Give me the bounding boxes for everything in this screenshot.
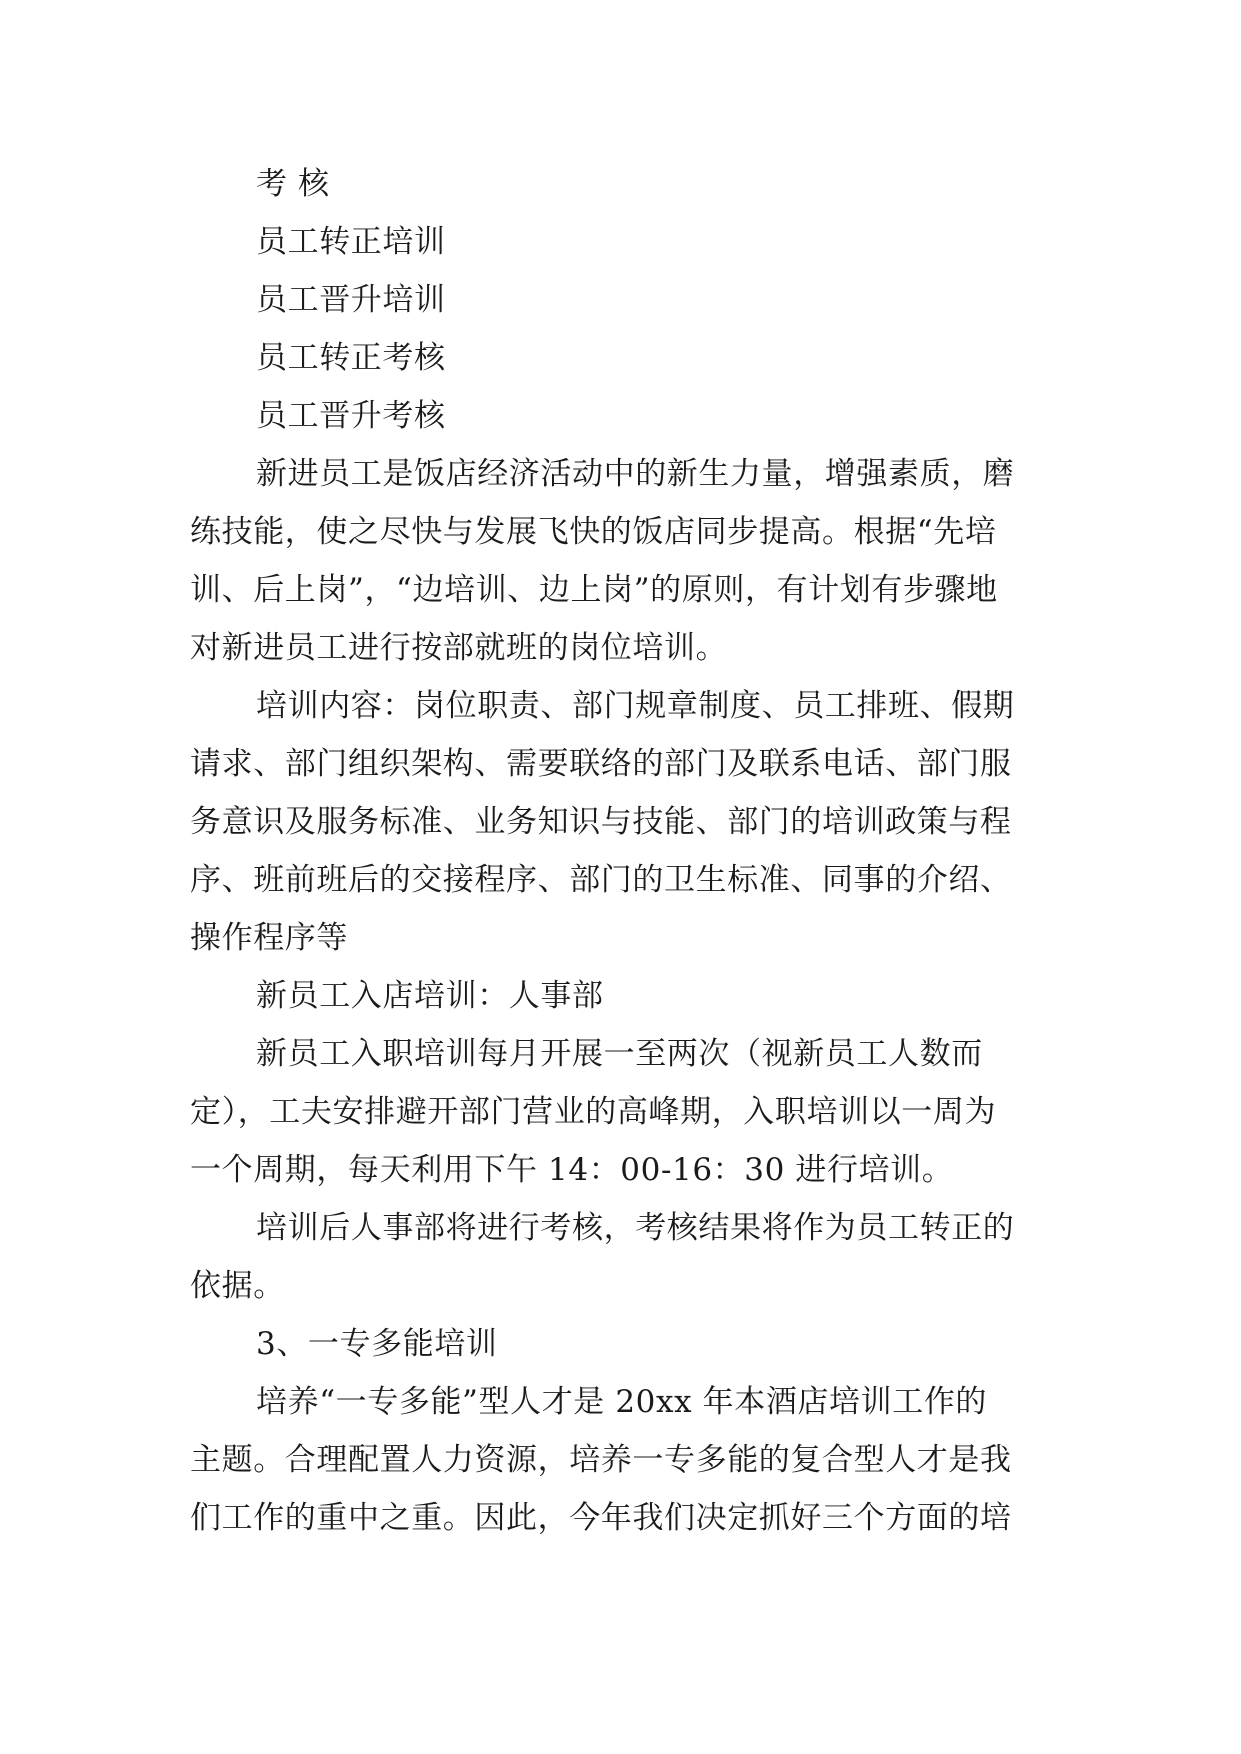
heading-promotion-training: 员工晋升培训 xyxy=(256,282,446,318)
paragraph-line: 一个周期，每天利用下午 14：00-16：30 进行培训。 xyxy=(190,1152,954,1188)
paragraph-line: 训、后上岗”，“边培训、边上岗”的原则，有计划有步骤地 xyxy=(190,572,998,608)
paragraph-line: 新进员工是饭店经济活动中的新生力量，增强素质，磨 xyxy=(256,456,1015,492)
paragraph-line: 培养“一专多能”型人才是 20xx 年本酒店培训工作的 xyxy=(256,1384,988,1420)
paragraph-line: 们工作的重中之重。因此，今年我们决定抓好三个方面的培 xyxy=(190,1500,1012,1536)
paragraph-post-training-assessment xyxy=(190,1199,1060,1315)
paragraph-line: 操作程序等 xyxy=(190,920,348,956)
paragraph-multi-skill xyxy=(190,1373,1060,1547)
paragraph-line: 请求、部门组织架构、需要联络的部门及联系电话、部门服 xyxy=(190,746,1012,782)
paragraph-onboarding-schedule xyxy=(190,1025,1060,1199)
paragraph-line: 新员工入店培训：人事部 xyxy=(256,978,604,1014)
paragraph-line: 主题。合理配置人力资源，培养一专多能的复合型人才是我 xyxy=(190,1442,1012,1478)
heading-assessment: 考 核 xyxy=(256,166,330,202)
paragraph-line: 务意识及服务标准、业务知识与技能、部门的培训政策与程 xyxy=(190,804,1012,840)
paragraph-onboarding-department xyxy=(190,967,1060,1025)
paragraph-line: 新员工入职培训每月开展一至两次（视新员工人数而 xyxy=(256,1036,983,1072)
document-body xyxy=(190,155,1060,1547)
paragraph-new-employees xyxy=(190,445,1060,677)
paragraph-line: 培训内容：岗位职责、部门规章制度、员工排班、假期 xyxy=(256,688,1015,724)
paragraph-line: 培训后人事部将进行考核，考核结果将作为员工转正的 xyxy=(256,1210,1015,1246)
section-heading: 3、一专多能培训 xyxy=(256,1326,498,1362)
heading-regularization-training: 员工转正培训 xyxy=(256,224,446,260)
paragraph-training-content xyxy=(190,677,1060,967)
paragraph-line: 对新进员工进行按部就班的岗位培训。 xyxy=(190,630,728,666)
section-heading-multi-skill-training xyxy=(190,1315,1060,1373)
paragraph-line: 依据。 xyxy=(190,1268,285,1304)
heading-promotion-assessment: 员工晋升考核 xyxy=(256,398,446,434)
paragraph-line: 定），工夫安排避开部门营业的高峰期，入职培训以一周为 xyxy=(190,1094,997,1130)
heading-regularization-assessment: 员工转正考核 xyxy=(256,340,446,376)
paragraph-line: 练技能，使之尽快与发展飞快的饭店同步提高。根据“先培 xyxy=(190,514,997,550)
paragraph-line: 序、班前班后的交接程序、部门的卫生标准、同事的介绍、 xyxy=(190,862,1012,898)
